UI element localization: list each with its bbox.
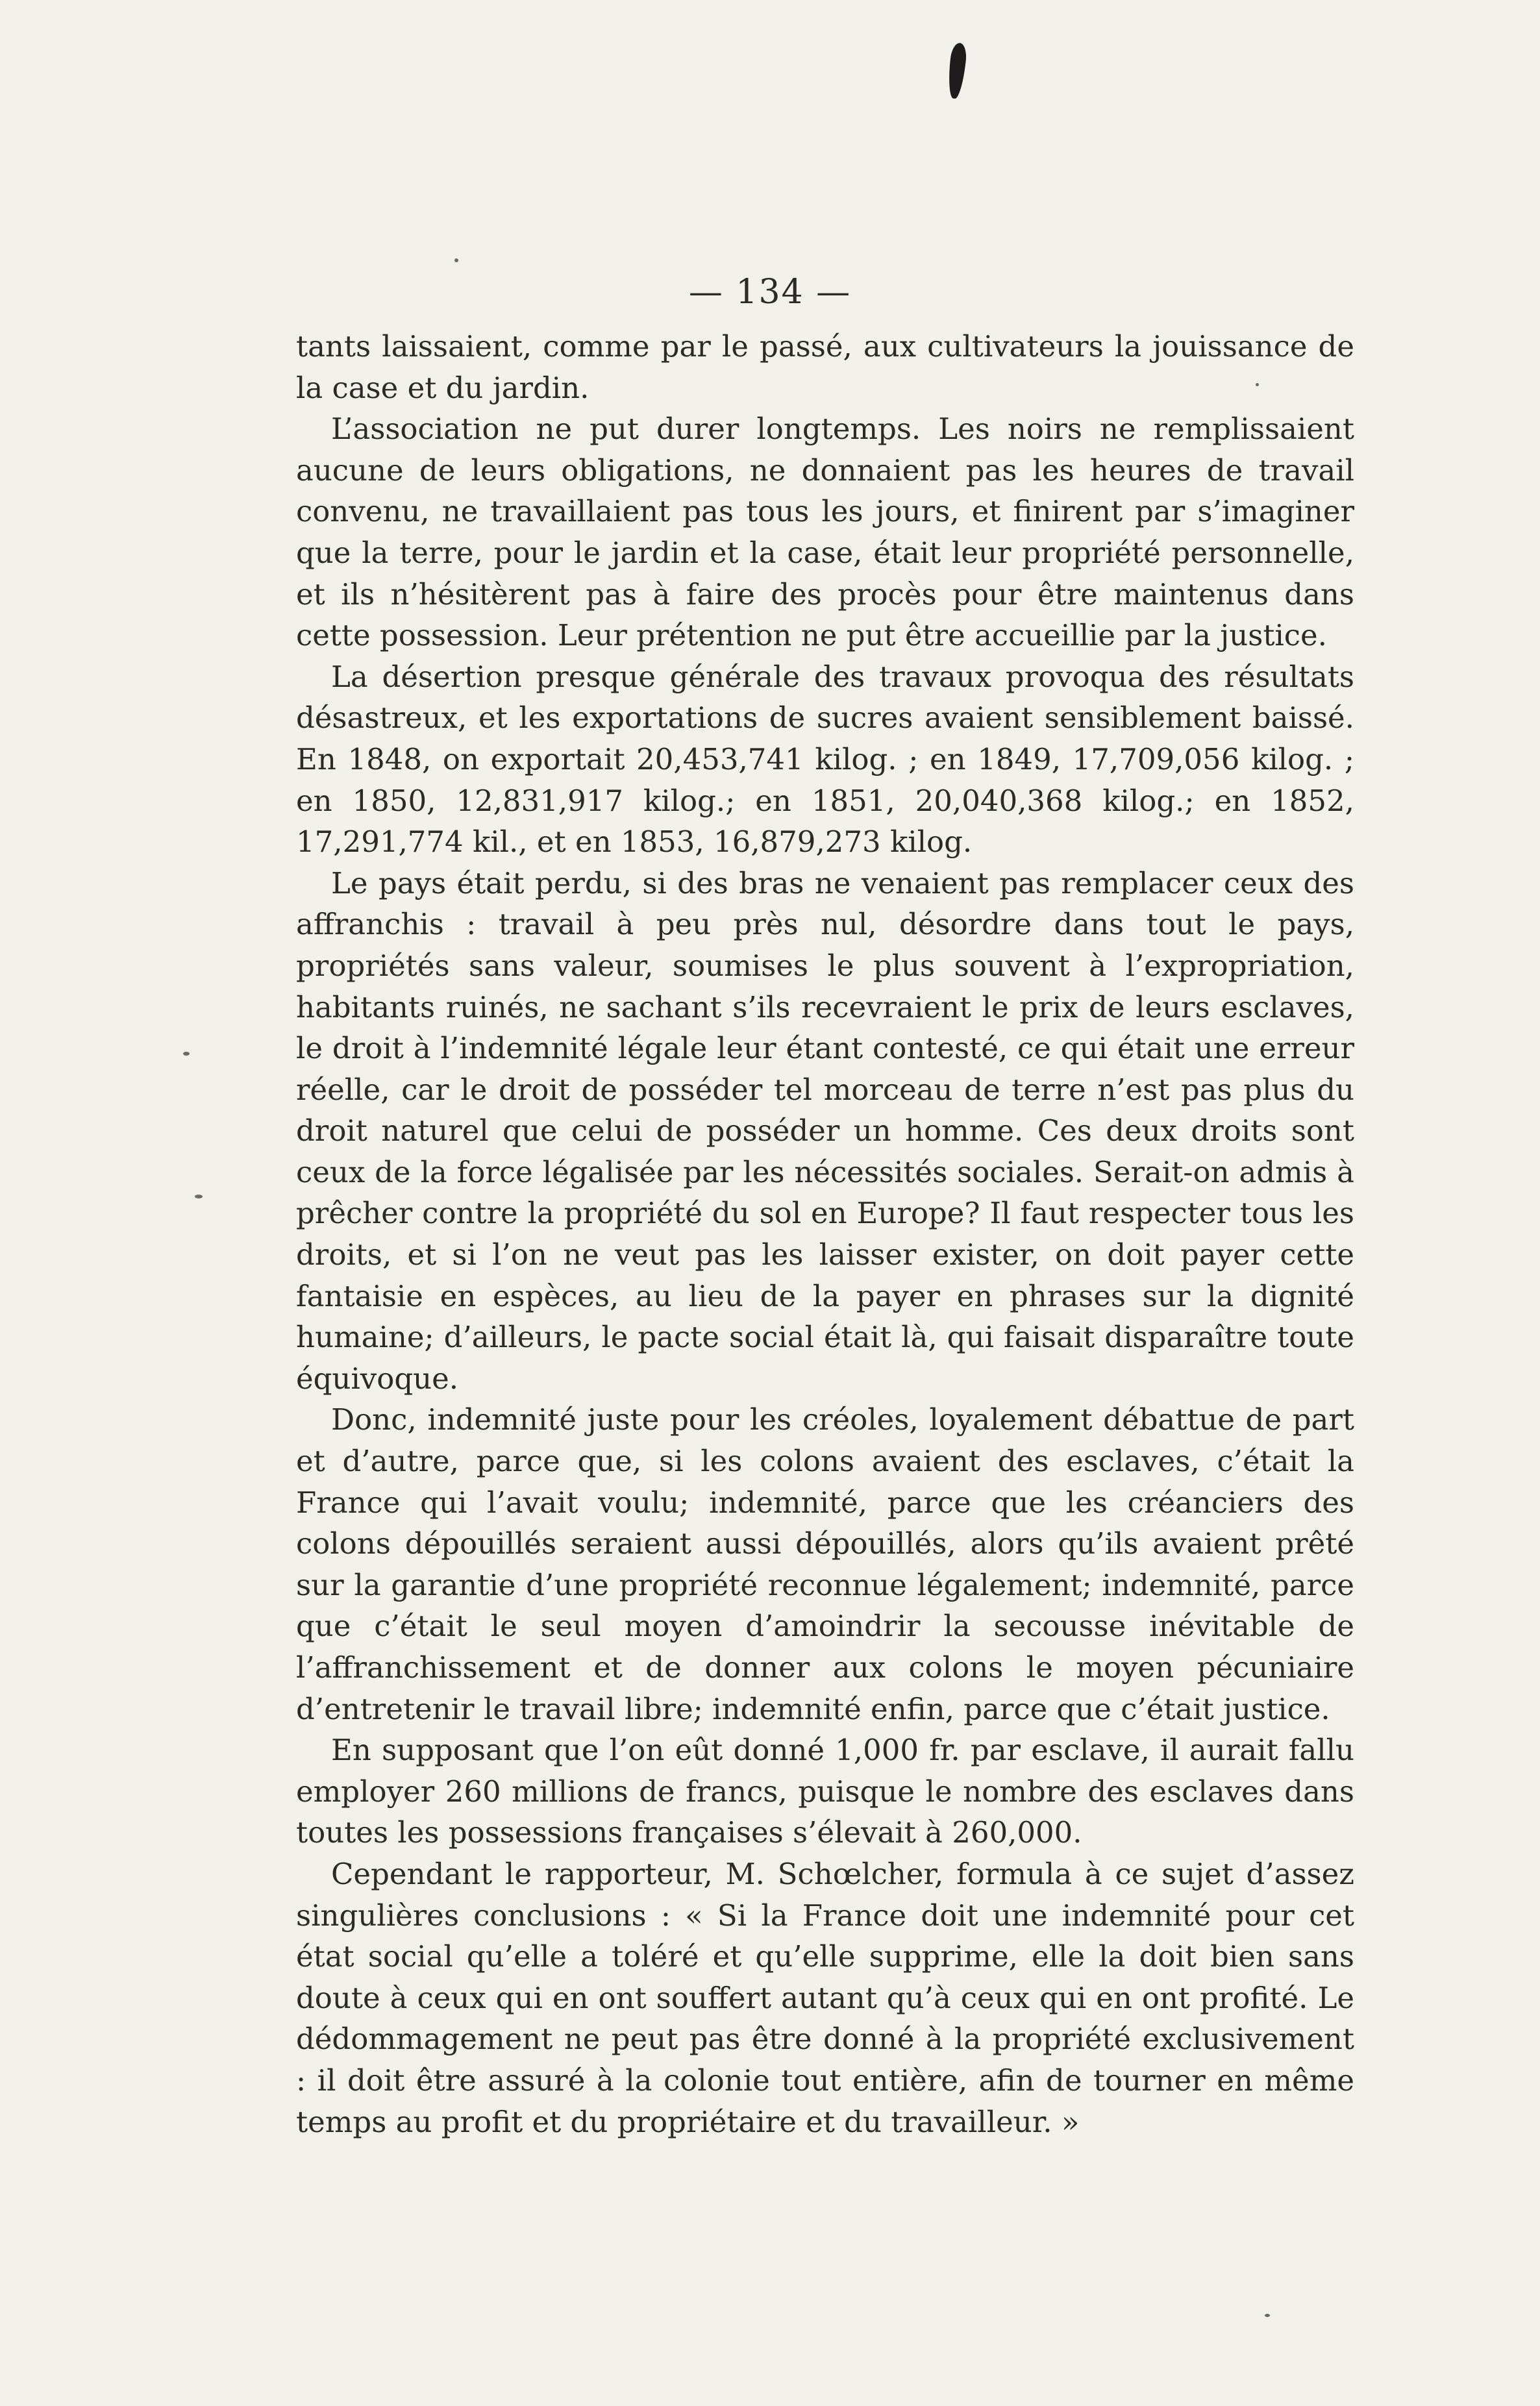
paragraph: Le pays était perdu, si des bras ne venaient pas remplacer ceux des affranchis : travail à peu près nul, désordre dans tout le pays, propriétés sans valeur, soumises le plus souvent à l’expropriation, habitants ruinés, ne sachant s’ils recevraient le prix de leurs esclaves, le droit à l’indemnité légale leur étant contesté, ce qui était une erreur réelle, car le droit de posséder tel morceau de terre n’est pas plus du droit naturel que celui de posséder un homme. Ces deux droits sont ceux de la force légalisée par les nécessités sociales. Serait-on admis à prêcher contre la propriété du sol en Europe? Il faut respecter tous les droits, et si l’on ne veut pas les laisser exister, on doit payer cette fantaisie en espèces, au lieu de la payer en phrases sur la dignité humaine; d’ailleurs, le pacte social était là, qui faisait disparaître toute équivoque. (296, 865, 1354, 1396)
paragraph: L’association ne put durer longtemps. Les noirs ne remplissaient aucune de leurs obligations, ne donnaient pas les heures de travail convenu, ne travaillaient pas tous les jours, et finirent par s’imaginer que la terre, pour le jardin et la case, était leur propriété personnelle, et ils n’hésitèrent pas à faire des procès pour être maintenus dans cette possession. Leur prétention ne put être accueillie par la justice. (296, 412, 1354, 653)
body-text (296, 326, 1354, 2142)
page-number: — 134 — (688, 273, 852, 312)
paper-speck (1265, 2314, 1270, 2317)
paragraph-continued: tants laissaient, comme par le passé, aux cultivateurs la jouissance de la case et du jardin. (296, 329, 1354, 405)
paragraph: Cependant le rapporteur, M. Schœlcher, formula à ce sujet d’assez singulières conclusions : « Si la France doit une indemnité pour cet état social qu’elle a toléré et qu’elle supprime, elle la doit bien sans doute à ceux qui en ont souffert autant qu’à ceux qui en ont profité. Le dédommagement ne peut pas être donné à la propriété exclusivement : il doit être assuré à la colonie tout entière, afin de tourner en même temps au profit et du propriétaire et du travailleur. » (296, 1856, 1354, 2139)
paragraph: Donc, indemnité juste pour les créoles, loyalement débattue de part et d’autre, parce que, si les colons avaient des esclaves, c’était la France qui l’avait voulu; indemnité, parce que les créanciers des colons dépouillés seraient aussi dépouillés, alors qu’ils avaient prêté sur la garantie d’une propriété reconnue légalement; indemnité, parce que c’était le seul moyen d’amoindrir la secousse inévitable de l’affranchissement et de donner aux colons le moyen pécuniaire d’entretenir le travail libre; indemnité enfin, parce que c’était justice. (296, 1402, 1354, 1726)
paper-speck (454, 258, 458, 262)
paragraph: En supposant que l’on eût donné 1,000 fr. par esclave, il aurait fallu employer 260 millions de francs, puisque le nombre des esclaves dans toutes les possessions françaises s’élevait à 260,000. (296, 1733, 1354, 1850)
paper-speck (183, 1052, 190, 1056)
paper-speck (195, 1195, 203, 1198)
paragraph: La désertion presque générale des travaux provoqua des résultats désastreux, et les exportations de sucres avaient sensiblement baissé. En 1848, on exportait 20,453,741 kilog. ; en 1849, 17,709,056 kilog. ; en 1850, 12,831,917 kilog.; en 1851, 20,040,368 kilog.; en 1852, 17,291,774 kil., et en 1853, 16,879,273 kilog. (296, 659, 1354, 860)
ink-blot (947, 42, 968, 99)
